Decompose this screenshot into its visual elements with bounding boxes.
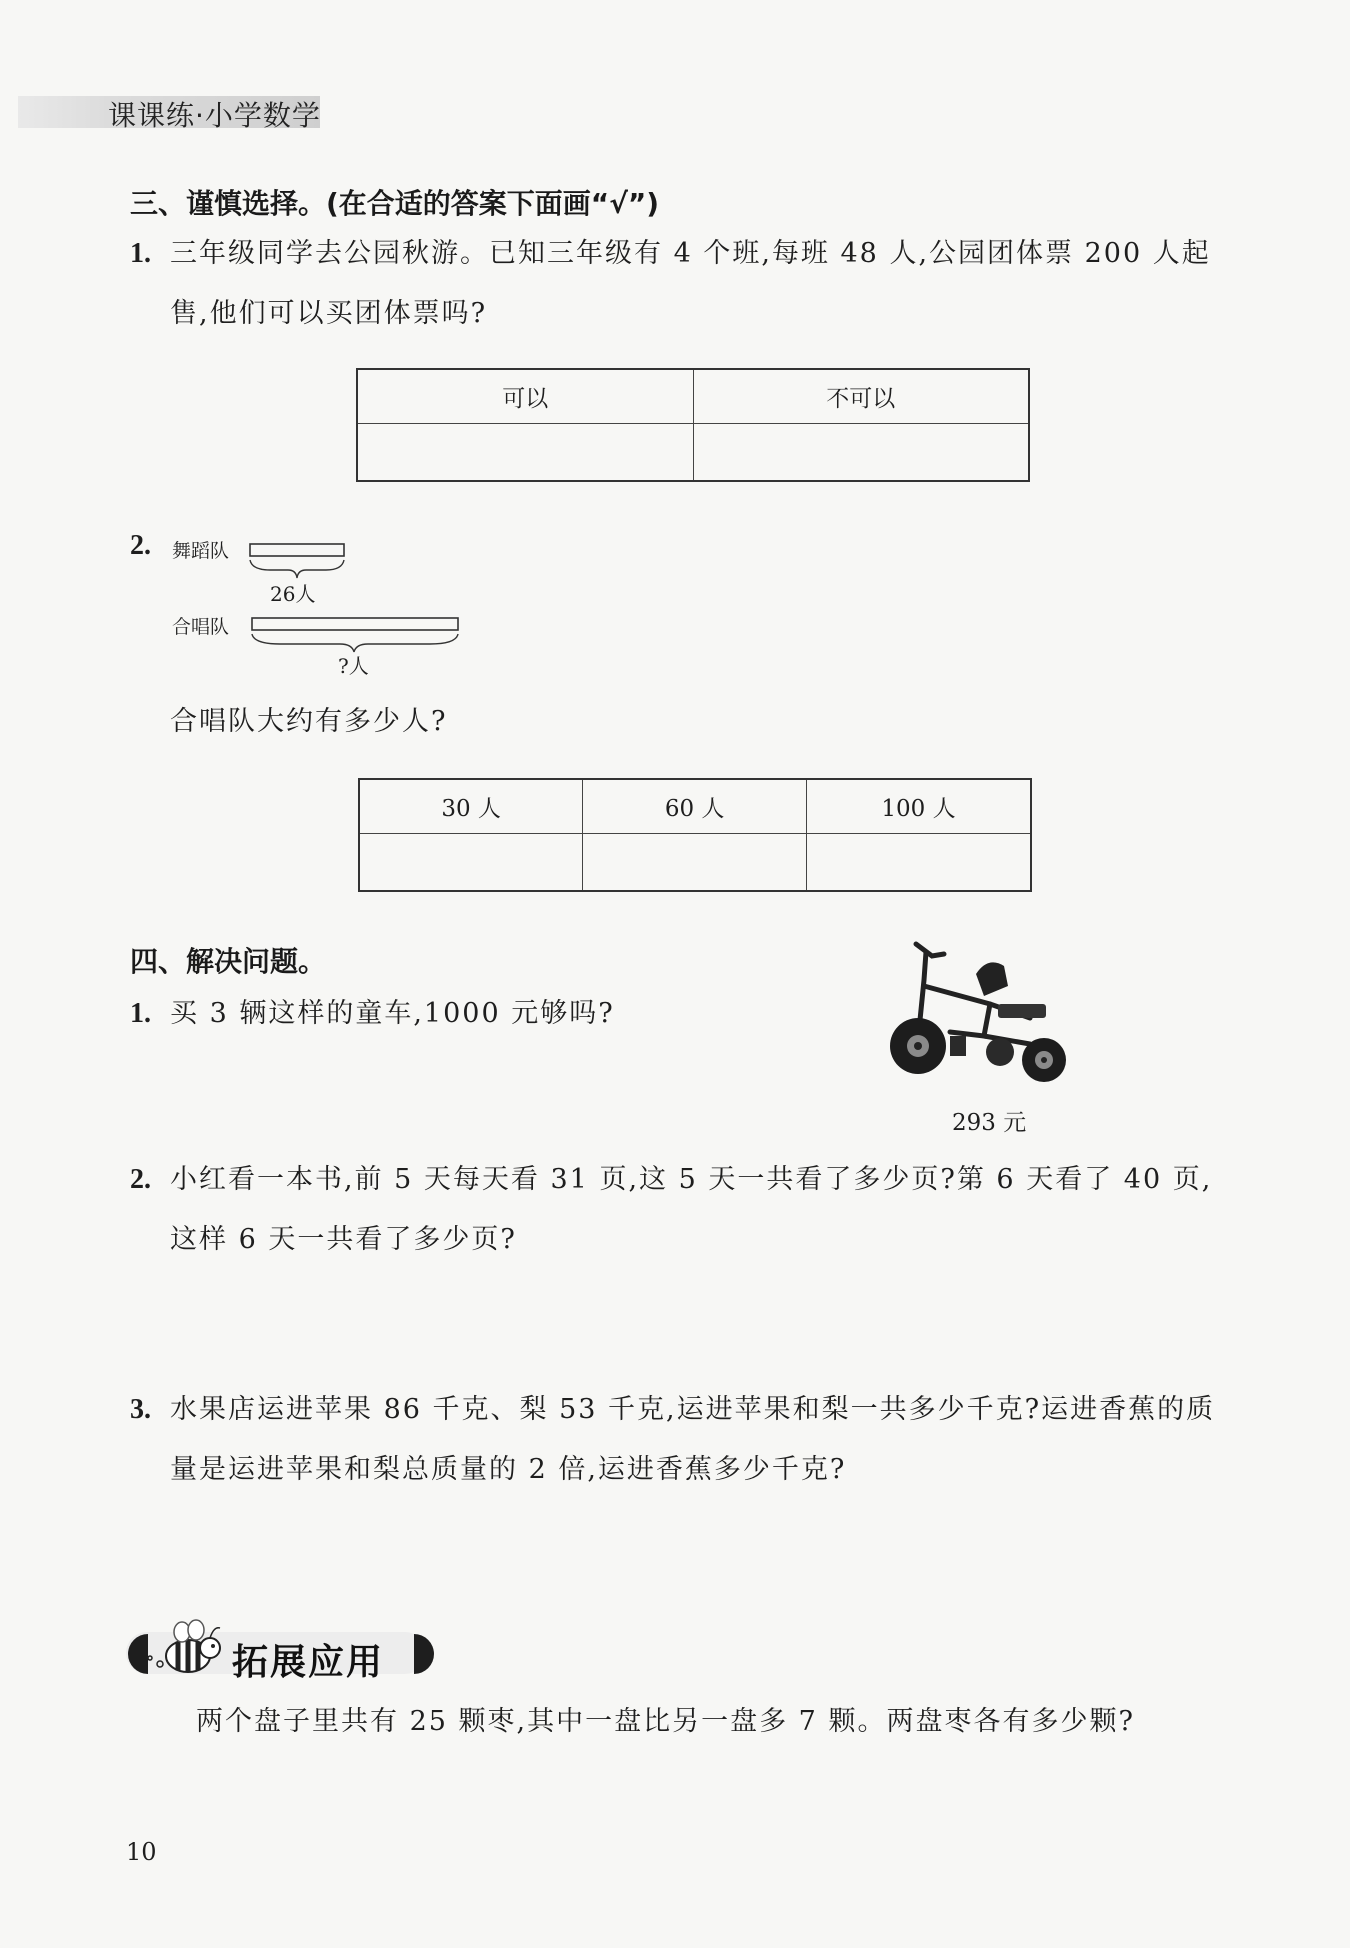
page-number: 10 (126, 1838, 157, 1866)
option-label: 60 人 (583, 779, 807, 833)
s4-q1-number: 1. (130, 998, 151, 1029)
segment-diagram (240, 536, 480, 666)
choir-count: ?人 (338, 654, 369, 678)
option-label: 100 人 (807, 779, 1031, 833)
dance-bar (250, 544, 344, 556)
s3-q2-choice-table (358, 778, 1032, 892)
s3-q1-number: 1. (130, 238, 151, 269)
dance-team-count: 26人 (270, 582, 316, 606)
choir-brace (252, 634, 458, 652)
dance-brace (250, 560, 344, 578)
s4-q2-text: 小红看一本书,前 5 天每天看 31 页,这 5 天一共看了多少页?第 6 天看了 40 页,这样 6 天一共看了多少页? (170, 1164, 1213, 1255)
s3-q2-number: 2. (130, 530, 151, 561)
header-title: 课课练·小学数学 (108, 99, 321, 132)
answer-cell[interactable] (357, 423, 693, 481)
answer-cell[interactable] (583, 833, 807, 891)
s4-q2-number: 2. (130, 1164, 151, 1195)
choir-label: 合唱队 (172, 616, 230, 638)
answer-cell[interactable] (693, 423, 1029, 481)
s4-q3-text: 水果店运进苹果 86 千克、梨 53 千克,运进苹果和梨一共多少千克?运进香蕉的质量是运进苹果和梨总质量的 2 倍,运进香蕉多少千克? (170, 1394, 1216, 1485)
answer-cell[interactable] (359, 833, 583, 891)
answer-cell[interactable] (807, 833, 1031, 891)
s4-q1-text: 买 3 辆这样的童车,1000 元够吗? (170, 998, 615, 1029)
s3-q1-text: 三年级同学去公园秋游。已知三年级有 4 个班,每班 48 人,公园团体票 200 人起售,他们可以买团体票吗? (170, 238, 1211, 329)
section3-title: 三、谨慎选择。(在合适的答案下面画“√”) (130, 187, 660, 220)
choir-bar (252, 618, 458, 630)
extension-title: 拓展应用 (232, 1642, 385, 1683)
tricycle-image (880, 940, 1080, 1090)
s3-q1-choice-table (356, 368, 1030, 482)
option-label: 30 人 (359, 779, 583, 833)
section4-title: 四、解决问题。 (130, 945, 327, 978)
s4-q3-number: 3. (130, 1394, 151, 1425)
option-label: 可以 (357, 369, 693, 423)
extension-text: 两个盘子里共有 25 颗枣,其中一盘比另一盘多 7 颗。两盘枣各有多少颗? (196, 1706, 1135, 1737)
tricycle-price: 293 元 (952, 1110, 1027, 1136)
s3-q2-text: 合唱队大约有多少人? (170, 706, 448, 737)
dance-team-label: 舞蹈队 (172, 540, 230, 562)
option-label: 不可以 (693, 369, 1029, 423)
